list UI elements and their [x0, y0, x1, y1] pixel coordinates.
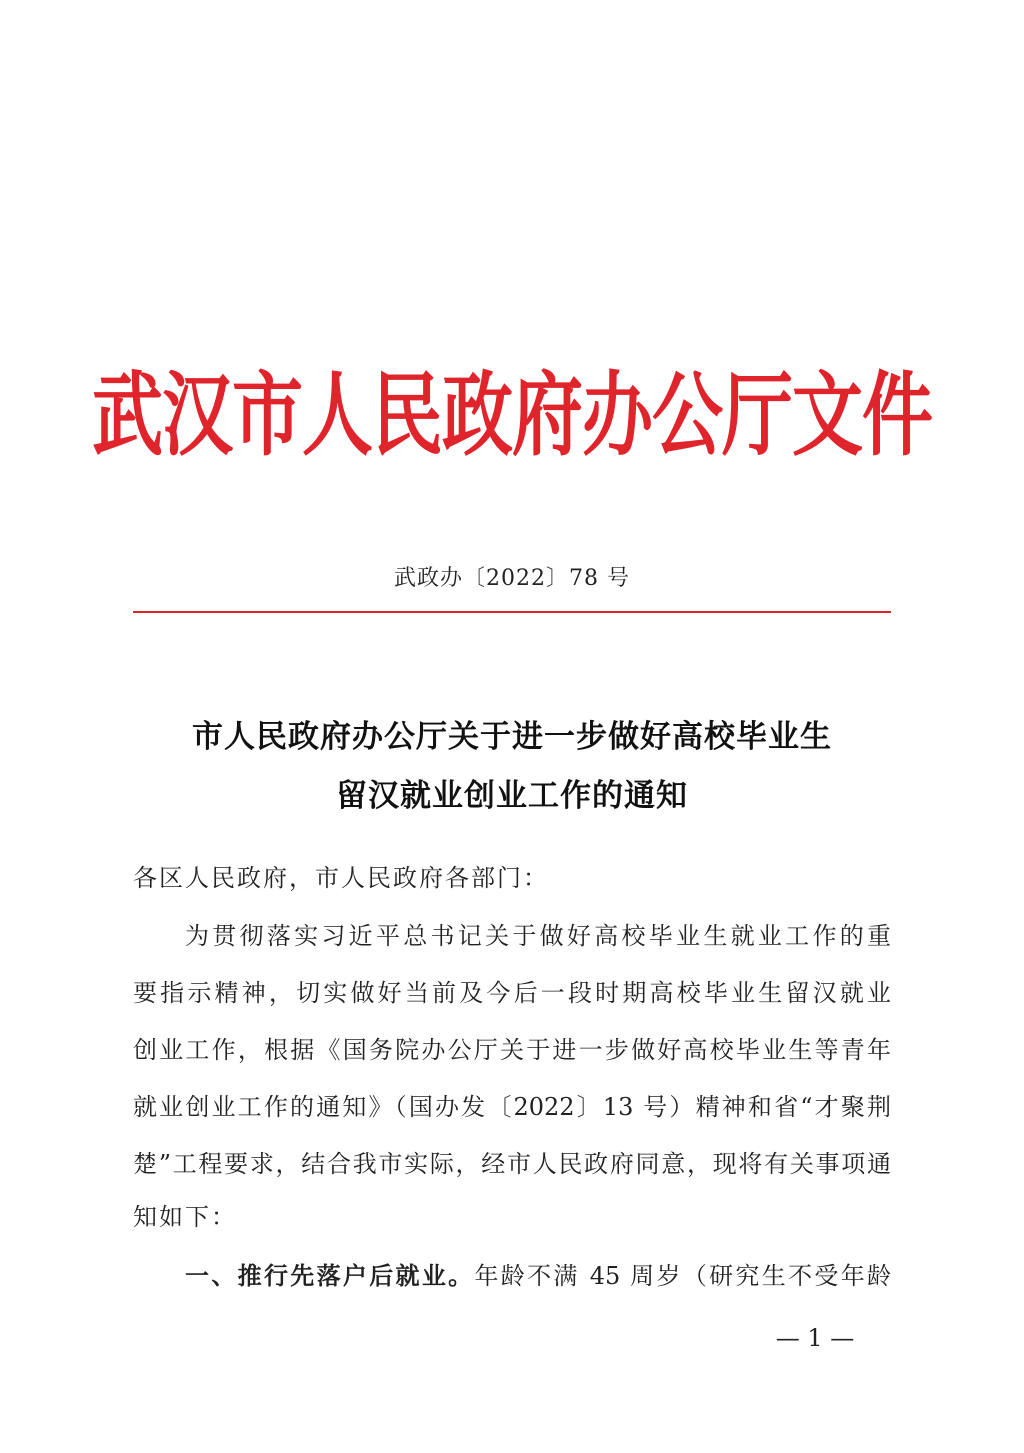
paragraph-line-1: 为贯彻落实习近平总书记关于做好高校毕业生就业工作的重 — [185, 922, 891, 950]
section-1-heading: 一、推行先落户后就业。 — [185, 1262, 475, 1290]
paragraph-line-3: 创业工作，根据《国务院办公厅关于进一步做好高校毕业生等青年 — [133, 1036, 891, 1064]
section-1-line — [185, 1259, 891, 1293]
notice-title-line-1: 市人民政府办公厅关于进一步做好高校毕业生 — [192, 719, 832, 755]
paragraph-line-2: 要指示精神，切实做好当前及今后一段时期高校毕业生留汉就业 — [133, 979, 891, 1007]
section-1-text: 年龄不满 45 周岁（研究生不受年龄 — [474, 1262, 892, 1290]
paragraph-line-4: 就业创业工作的通知》（国办发〔2022〕13 号）精神和省“才聚荆 — [133, 1093, 891, 1121]
page-number: — 1 — — [775, 1324, 855, 1352]
notice-title-line-2: 留汉就业创业工作的通知 — [336, 778, 688, 814]
paragraph-line-6: 知如下： — [133, 1203, 237, 1231]
salutation: 各区人民政府，市人民政府各部门： — [133, 864, 549, 892]
red-separator-line — [133, 611, 891, 613]
paragraph-line-5: 楚”工程要求，结合我市实际，经市人民政府同意，现将有关事项通 — [133, 1150, 891, 1178]
document-masthead: 武汉市人民政府办公厅文件 — [91, 362, 932, 469]
document-number: 武政办〔2022〕78 号 — [394, 566, 630, 591]
